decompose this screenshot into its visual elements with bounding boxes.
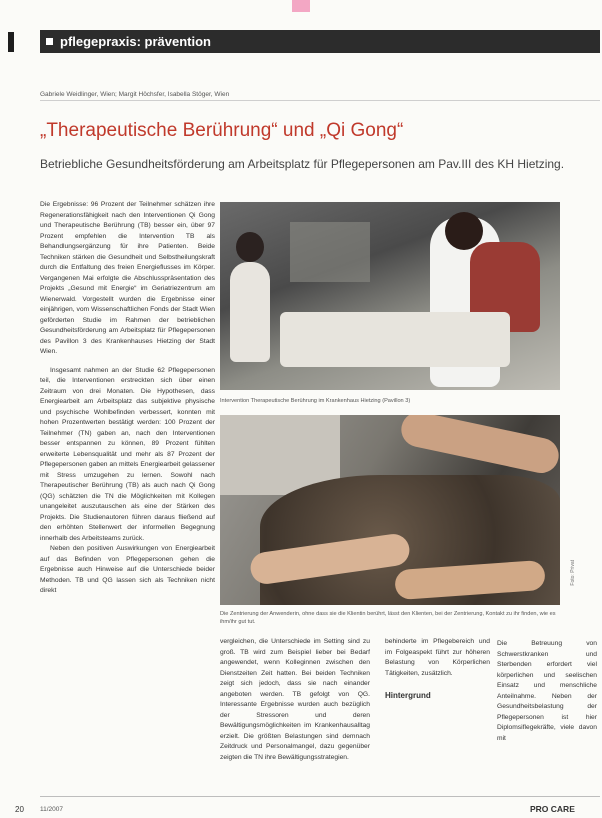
section-header — [40, 30, 600, 53]
caption-photo-2: Die Zentrierung der Anwenderin, ohne dass sie die Klientin berührt, lässt den Klienten, bei der Zentrierung, Kontakt zu ihr finden, wie es ihm/ihr gut tut. — [220, 611, 556, 625]
publication-brand: PRO CARE — [530, 804, 575, 814]
patient-bed — [280, 312, 510, 367]
left-margin-bar — [8, 32, 14, 52]
caption-photo-1: Intervention Therapeutische Berührung im Krankenhaus Hietzing (Pavillon 3) — [220, 398, 411, 404]
section-square-icon — [46, 38, 53, 45]
divider — [40, 100, 600, 101]
column-1 — [40, 200, 215, 597]
photo-credit: Foto: Privat — [570, 560, 576, 586]
paragraph: Neben den positiven Auswirkungen von Energiearbeit auf das Befinden von Pflegepersonen gehen die Ergebnisse auch Hinweise auf die Unterschiede beider Methoden. TB und QG lassen sich als Techniken nicht direkt — [40, 545, 215, 594]
photo-therapeutic-touch — [220, 202, 560, 390]
paragraph: behinderte im Pflegebereich und im Folgeaspekt führt zur höheren Belastung von Körperlichen Tätigkeiten, zusätzlich. — [385, 638, 490, 677]
paragraph: Die Betreuung von Schwerstkranken und Sterbenden erfordert viel körperlichen und seelischen Einsatz und menschliche Anteilnahme. Neben der Gesundheitsbelastung der Pflegepersonen ist hier Diplomsiflegekräfte, viele davon mit — [497, 640, 597, 742]
article-title: „Therapeutische Berührung“ und „Qi Gong“ — [40, 120, 404, 141]
hand-top — [398, 415, 560, 476]
nurse-head-left — [236, 232, 264, 262]
article-subtitle: Betriebliche Gesundheitsförderung am Arbeitsplatz für Pflegepersonen am Pav.III des KH Hietzing. — [40, 157, 565, 171]
paragraph: Die Ergebnisse: 96 Prozent der Teilnehmer schätzen ihre Regenerationsfähigkeit nach den Interventionen Qi Gong und Therapeutische Berührung (TB) besser ein, über 97 Prozent empfehlen die Intervention TB als Behandlungsergänzung für ihre Patienten. Beide Techniken stärken die Gesundheit und Selbstheilungskraft durch die Entfaltung des freien Energieflusses im Körper. Vergangenen Mai erfolgte die Abschlusspräsentation des Projekts „Gesund mit Energie“ im Geriatriezentrum am Wienerwald. Vorgestellt wurden die Ergebnisse einer einjährigen, vom Wissenschaftlichen Fonds der Stadt Wien geförderten Studie im Rahmen der betrieblichen Gesundheitsförderung am Arbeitsplatz für Pflegepersonen des Pavillon 3 des Krankenhauses Hietzing der Stadt Wien. — [40, 201, 215, 355]
issue-label: 11/2007 — [40, 806, 64, 813]
equipment — [290, 222, 370, 282]
authors: Gabriele Weidlinger, Wien; Margit Höchsfer, Isabella Stöger, Wien — [40, 91, 230, 98]
page-marker — [292, 0, 310, 12]
nurse-head — [445, 212, 483, 250]
column-4 — [497, 637, 597, 744]
paragraph: Insgesamt nahmen an der Studie 62 Pflegepersonen teil, die Interventionen erstreckten sich über einen Zeitraum von drei Monaten. Die Hypothesen, dass Energiearbeit am Arbeitsplatz das subjektive physische und psychische Wohlbefinden verbessert, konnten mit hohen Prozentwerten bestätigt werden: 100 Prozent der Teilnehmer (TN) gaben an, nach den Interventionen besser entspannen zu können, 89 Prozent fühlten erweiterte Lebensqualität und mehr als 87 Prozent der Pflegepersonen gaben an mittels Energiearbeit gelassener mit Stress umzugehen zu lernen. Sowohl nach Therapeutischer Berührung (TB) als auch nach Qi Gong (QG) schätzten die TN die Möglichkeiten mit Kollegen unangeleitet auszutauschen als eine der Stärken des Projekts. Die Studienautoren führen daraus fließend auf den erhöhten Stellenwert der informellen Begegnung innerhalb des Arbeitsteams zurück. — [40, 366, 215, 542]
section-label: pflegepraxis: prävention — [60, 34, 211, 49]
nurse-figure-left — [230, 262, 270, 362]
page-number: 20 — [15, 805, 24, 814]
column-2: vergleichen, die Unterschiede im Setting sind zu groß. TB wird zum Beispiel lieber bei Bedarf angewendet, wenn Kolleginnen zwischen den Dienstzeiten Zeit hatten. Bei beiden Techniken zeigt sich jedoch, dass sie nach einander angeboten werden. TB gefolgt von QG. Interessante Ergebnisse wurden auch bezüglich der Stressoren und deren Bewältigungsmöglichkeiten im Krankenhausalltag erzielt. Die größten Belastungen sind demnach Zeitdruck und Personalmangel, dazu gegenüber zeigten die TN ihre Bewältigungsstrategien. — [220, 638, 370, 761]
column-3 — [385, 637, 490, 708]
section-heading: Hintergrund — [385, 691, 431, 700]
footer-divider — [40, 796, 600, 797]
photo-hands-closeup — [220, 415, 560, 605]
